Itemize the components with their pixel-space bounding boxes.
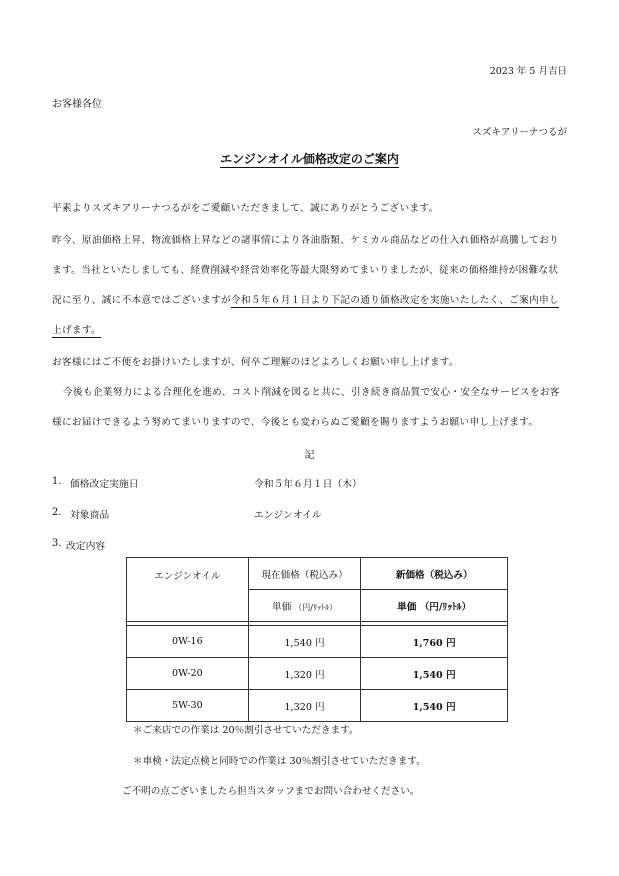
item-label-effective-date: 価格改定実施日 <box>70 479 139 490</box>
document-title <box>0 150 619 167</box>
table-row <box>127 658 508 690</box>
reason-paragraph-line-2: ます。当社といたしましても、経費削減や経営効率化等最大限努めてまいりましたが、従来の価格維持が困難な状 <box>52 265 559 276</box>
contact-note: ご不明の点ございましたら担当スタッフまでお問い合わせください。 <box>122 786 420 797</box>
product-column-header: エンジンオイル <box>127 558 249 622</box>
closing-paragraph-line-2: 様にお届けできるよう努めてまいりますので、今後とも変わらぬご愛顧を賜りますようお願い申し上げます。 <box>52 417 539 428</box>
item-number: 1. <box>52 476 62 487</box>
item-value-effective-date: 令和５年６月１日（木） <box>254 479 362 490</box>
item-number: 2. <box>52 507 62 518</box>
reason-paragraph-line-4 <box>52 322 101 336</box>
item-value-target-product: エンジンオイル <box>254 510 322 521</box>
current-price-unit-suffix: （円/ﾘｯﾄﾙ） <box>294 602 337 612</box>
new-price: 1,540 円 <box>361 658 508 690</box>
closing-paragraph-line-1: 今後も企業努力による合理化を進め、コスト削減を図ると共に、引き続き商品質で安心・安全なサービスをお客 <box>63 387 560 398</box>
effective-date-notice: 令和５年６月１日より下記の通り価格改定を実施いたしたく、ご案内申し <box>231 295 559 306</box>
reason-text: 況に至り、誠に不本意ではございますが <box>52 295 231 306</box>
new-price-header: 新価格（税込み） <box>361 558 508 590</box>
table-row <box>127 690 508 722</box>
current-price: 1,320 円 <box>248 690 361 722</box>
price-table-header-row <box>127 558 508 590</box>
oil-grade: 0W-20 <box>127 658 249 690</box>
item-label-target-product: 対象商品 <box>70 510 110 521</box>
document-date: 2023 年 5 月吉日 <box>489 66 567 77</box>
current-price: 1,540 円 <box>248 626 361 658</box>
new-price: 1,760 円 <box>361 626 508 658</box>
current-price-unit <box>248 590 361 622</box>
discount-note-store: ＊ご来店での作業は 20％割引させていただきます。 <box>133 725 359 736</box>
current-price-unit-label: 単価 <box>272 601 292 613</box>
reason-paragraph-line-3 <box>52 292 559 306</box>
new-price-unit: 単価 （円/ﾘｯﾄﾙ） <box>361 590 508 622</box>
greeting-paragraph: 平素よりスズキアリーナつるがをご愛顧いただきまして、誠にありがとうございます。 <box>52 203 439 214</box>
oil-grade: 5W-30 <box>127 690 249 722</box>
new-price: 1,540 円 <box>361 690 508 722</box>
sender-name: スズキアリーナつるが <box>472 127 567 138</box>
item-label-revision-content: 改定内容 <box>66 541 106 552</box>
current-price-header: 現在価格（税込み） <box>248 558 361 590</box>
apology-paragraph: お客様にはご不便をお掛けいたしますが、何卒ご理解のほどよろしくお願い申し上げます。 <box>52 357 459 368</box>
ki-heading: 記 <box>304 450 315 461</box>
item-number: 3. <box>52 538 62 549</box>
oil-grade: 0W-16 <box>127 626 249 658</box>
effective-date-notice-end: 上げます。 <box>52 325 101 336</box>
current-price: 1,320 円 <box>248 658 361 690</box>
addressee: お客様各位 <box>52 99 102 110</box>
discount-note-inspection: ＊車検・法定点検と同時での作業は 30％割引させていただきます。 <box>133 756 426 767</box>
table-row <box>127 626 508 658</box>
document-title-text: エンジンオイル価格改定のご案内 <box>220 152 399 166</box>
price-table <box>126 557 508 722</box>
reason-paragraph-line-1: 昨今、原油価格上昇、物流価格上昇などの諸事情により各油脂類、ケミカル商品などの仕入れ価格が高騰しており <box>52 235 560 246</box>
